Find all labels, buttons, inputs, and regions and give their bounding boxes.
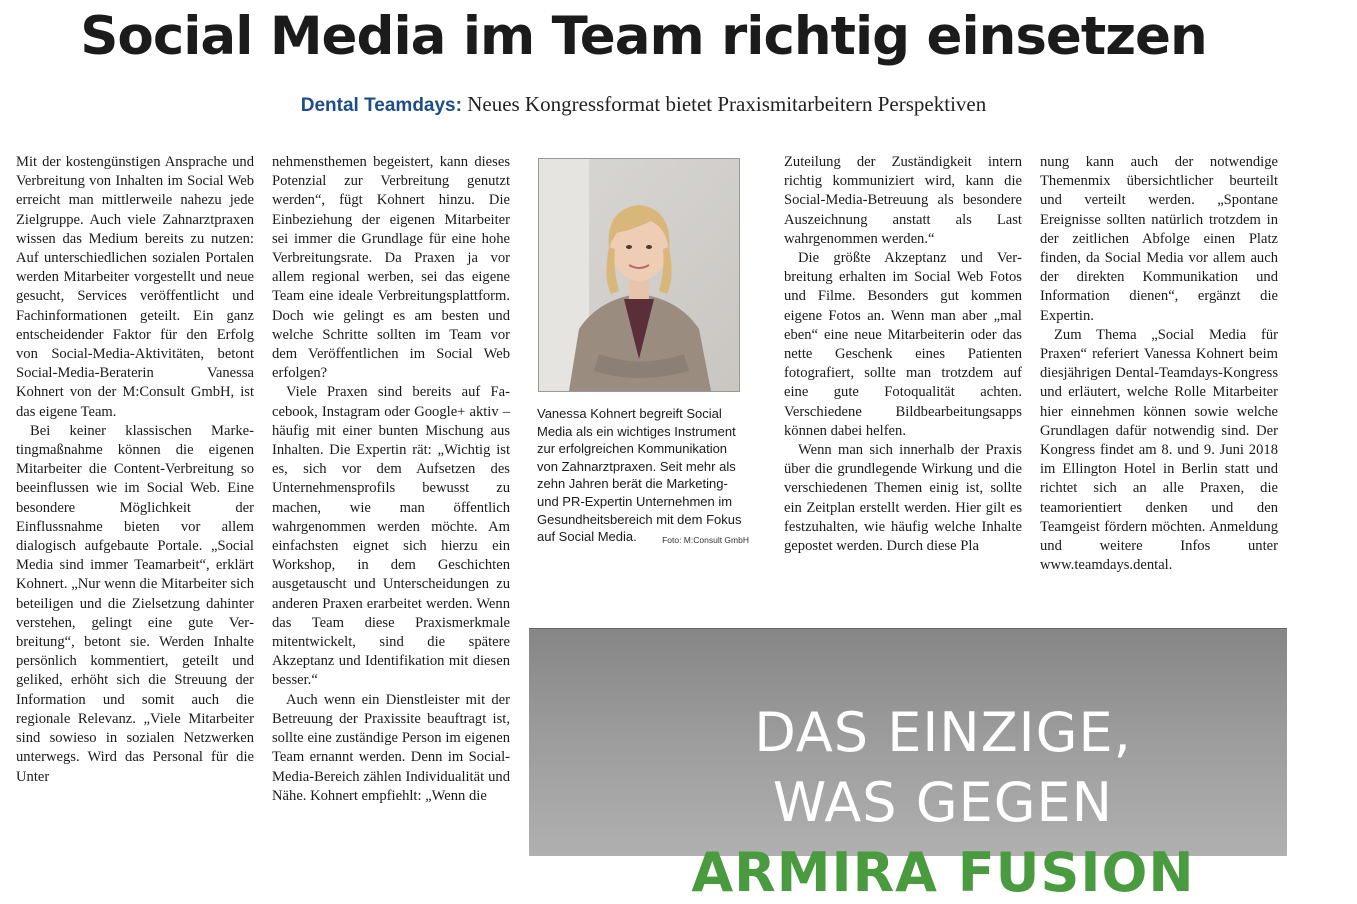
- subline: [0, 92, 1287, 117]
- article-column-2: [272, 153, 510, 806]
- paragraph: Zum Thema „Social Media für Praxen“ referiert Vanessa Kohnert beim diesjährigen Dental-Teamdays-Kongress und erläutert, welche Rolle Mitarbeiter hier einnehmen können sowie welche Grundlagen dafür notwendig sind. Der Kongress findet am 8. und 9. Juni 2018 im Ellington Hotel in Berlin statt und richtet sich an alle Praxen, die teamorientiert denken und den Teamgeist fördern möchten. Anmeldung und weitere Infos unter www.teamdays.dental.: [1040, 326, 1278, 574]
- photo-credit: Foto: M:Consult GmbH: [662, 535, 749, 546]
- photo-caption: [537, 405, 749, 550]
- subline-kicker: Dental Teamdays:: [300, 95, 462, 116]
- article-column-3: [784, 153, 1022, 556]
- paragraph: nehmensthemen begeistert, kann dieses Potenzial zur Verbreitung genutzt werden“, fügt Kohnert hinzu. Die Einbeziehung der eigenen Mitarbeiter sei immer die Grundlage für eine hohe Verbreitungsrate. Da Praxen ja vor allem regional werben, sei das eigene Team eine ideale Verbreitungsplattform. Doch wie gelingt es am besten und welche Schritte sollten im Team vor dem Veröffentlichen im Social Web erfolgen?: [272, 154, 510, 382]
- paragraph: Mit der kostengünstigen Ansprache und Verbreitung von Inhalten im Social Web erreicht man mittlerweile nahezu jede Zielgruppe. Auch viele Zahnarztpraxen wissen das Medium bereits zu nutzen: Auf unterschiedlichen sozialen Portalen werden Mitarbeiter vorgestellt und neue gesucht, Services veröffentlicht und Fachinformationen geteilt. Ein ganz entscheidender Faktor für den Erfolg von Social-Media-Aktivitäten, betont Social-Media-Beraterin Vanessa Kohnert von der M:Consult GmbH, ist das eigene Team.: [16, 154, 254, 420]
- paragraph: nung kann auch der notwendige Themenmix übersichtlicher beurteilt und verteilt werden. „Spontane Ereignisse sollten natürlich trotzdem in der zeitlichen Abfolge einen Platz finden, da Social Media vor allem auch der direkten Kommunikation und Information dienen“, ergänzt die Expertin.: [1040, 154, 1278, 324]
- portrait-photo: [538, 158, 740, 392]
- article-column-4: [1040, 153, 1278, 575]
- advertisement: [529, 628, 1287, 904]
- caption-text: Vanessa Kohnert begreift Social Media als ein wichtiges Instrument zur erfolgreichen Kommunikation von Zahnarztpraxen. Seit mehr als zehn Jahren berät die Marketing- und PR-Expertin Unternehmen im Gesundheitsbereich mit dem Fokus auf Social Media.: [537, 406, 742, 545]
- ad-line-2: WAS GEGEN: [772, 771, 1114, 834]
- paragraph: Bei keiner klassischen Marketingmaßnahme können die eigenen Mitarbeiter die Content-Verbreitung so beeinflussen wie im Social Web. Eine besondere Möglichkeit der Einflussnahme bieten vor allem dialogisch aufgebaute Portale. „Social Media sind immer Teamarbeit“, erklärt Kohnert. „Nur wenn die Mitarbeiter sich beteiligen und die Zielsetzung dahinter verstehen, gelingt eine gute Verbreitung“, betont sie. Werden Inhalte persönlich kommentiert, geteilt und geliked, erhöht sich die Streuung der Information und somit auch die regionale Relevanz. „Viele Mitarbeiter sind sowieso in sozialen Netzwerken unterwegs. Wird das Personal für die Unter: [16, 422, 254, 785]
- article-column-1: [16, 153, 254, 787]
- ad-line-1: DAS EINZIGE,: [754, 701, 1132, 764]
- subline-text: Neues Kongressformat bietet Praxismitarbeitern Perspektiven: [461, 92, 987, 116]
- paragraph: Die größte Akzeptanz und Verbreitung erhalten im Social Web Fotos und Filme. Besonders gut kommen eigene Fotos an. Wenn man aber „mal eben“ eine neue Mitarbeiterin oder das nette Geschenk eines Patienten fotografiert, sollte man trotzdem auf eine gute Fotoqualität achten. Verschiedene Bildbearbeitungsapps können dabei helfen.: [784, 250, 1022, 439]
- portrait-illustration: [539, 159, 739, 391]
- paragraph: Auch wenn ein Dienstleister mit der Betreuung der Praxissite beauftragt ist, sollte eine zuständige Person im eigenen Team ernannt werden. Denn im Social-Media-Bereich zählen Individualität und Nähe. Kohnert empfiehlt: „Wenn die: [272, 691, 510, 804]
- paragraph: Zuteilung der Zuständigkeit intern richtig kommuniziert wird, kann die Social-Media-Betreuung als besondere Auszeichnung anstatt als Last wahrgenommen werden.“: [784, 154, 1022, 247]
- paragraph: Wenn man sich innerhalb der Praxis über die grundlegende Wirkung und die verschiedenen Themen einig ist, sollte ein Zeitplan erstellt werden. Hier gilt es festzuhalten, wie häufig welche Inhalte gepostet werden. Durch diese Pla: [784, 442, 1022, 555]
- ad-line-3: ARMIRA FUSION: [691, 841, 1195, 904]
- headline: Social Media im Team richtig einsetzen: [80, 6, 1207, 67]
- paragraph: Viele Praxen sind bereits auf Facebook, Instagram oder Google+ aktiv – häufig mit einer bunten Mischung aus Inhalten. Die Expertin rät: „Wichtig ist es, sich vor dem Aufsetzen des Unternehmensprofils bewusst zu machen, wie man öffentlich wahrgenommen werden möchte. Am einfachsten eignet sich hierzu ein Workshop, in dem Geschichten ausgetauscht und Unterscheidungen zu anderen Praxen erarbeitet werden. Wenn das Team diese Praxismerkmale mitentwickelt, sind die spätere Akzeptanz und Identifikation mit diesen besser.“: [272, 384, 510, 689]
